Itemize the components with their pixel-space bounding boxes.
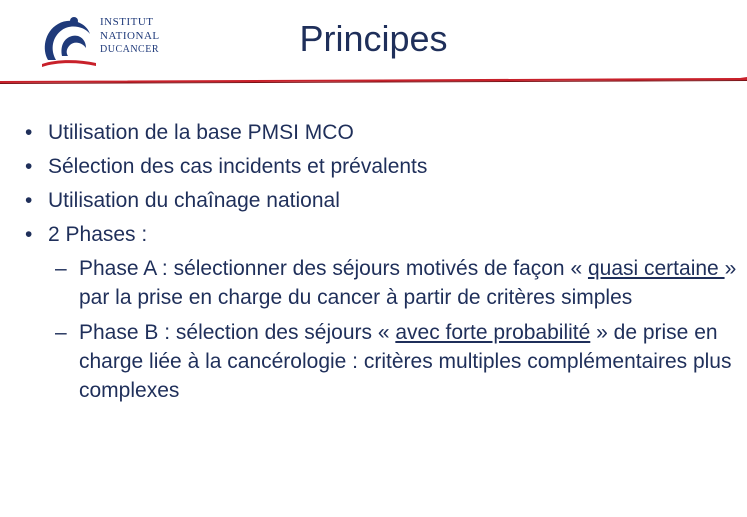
bullet-text: 2 Phases : [48, 223, 148, 246]
bullet-dot: • [25, 155, 33, 178]
phase-b-underlined: avec forte probabilité [395, 321, 591, 344]
slide-title: Principes [299, 18, 448, 59]
bullet-dot: • [25, 121, 33, 144]
bullet-text: Utilisation de la base PMSI MCO [48, 121, 354, 144]
bullet-dot: • [25, 189, 33, 212]
title-divider [0, 72, 747, 86]
phase-a-prefix: Phase A : sélectionner des séjours motivés de façon « [79, 257, 588, 280]
logo-line-2: NATIONAL [100, 30, 160, 42]
phase-b-suffix: » de prise en charge liée à la cancérologie : critères multiples complémentaires plus complexes [79, 321, 732, 402]
sub-item-phase-a [22, 254, 737, 312]
bullet-text: Sélection des cas incidents et prévalents [48, 155, 428, 178]
phase-a-suffix: » par la prise en charge du cancer à partir de critères simples [79, 257, 737, 309]
logo-line-1: INSTITUT [100, 16, 154, 28]
slide-content [22, 118, 737, 411]
bullet-item-pmsi [22, 118, 737, 148]
bullet-item-selection [22, 152, 737, 182]
sub-dash: – [55, 257, 67, 280]
phase-a-underlined: quasi certaine [587, 257, 725, 280]
bullet-text: Utilisation du chaînage national [48, 189, 340, 212]
phase-b-prefix: Phase B : sélection des séjours « [79, 321, 396, 344]
logo-line-3: DUCANCER [100, 44, 160, 55]
bullet-dot: • [25, 223, 33, 246]
bullet-item-chainage [22, 186, 737, 216]
sub-item-phase-b [22, 318, 737, 405]
sub-dash: – [55, 321, 67, 344]
bullet-item-phases [22, 220, 737, 250]
